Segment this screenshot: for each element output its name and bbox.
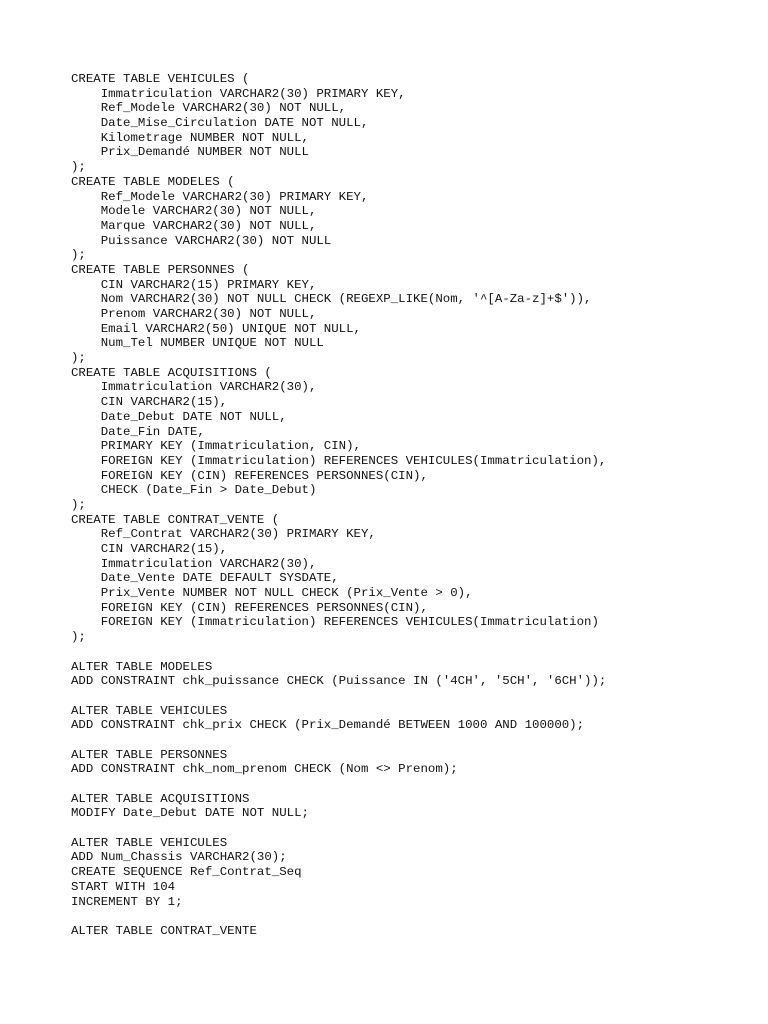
- code-line: Kilometrage NUMBER NOT NULL,: [71, 130, 309, 145]
- code-line: INCREMENT BY 1;: [71, 894, 183, 909]
- code-line: Ref_Modele VARCHAR2(30) NOT NULL,: [71, 101, 347, 116]
- code-line: );: [71, 351, 86, 366]
- code-line: [71, 777, 606, 792]
- code-line: Immatriculation VARCHAR2(30) PRIMARY KEY,: [71, 86, 406, 101]
- code-line: CHECK (Date_Fin > Date_Debut): [71, 483, 317, 498]
- code-line: Immatriculation VARCHAR2(30),: [71, 556, 317, 571]
- code-line: Ref_Contrat VARCHAR2(30) PRIMARY KEY,: [71, 527, 376, 542]
- code-line: CREATE TABLE MODELES (: [71, 174, 235, 189]
- code-line: FOREIGN KEY (CIN) REFERENCES PERSONNES(CIN),: [71, 468, 428, 483]
- code-line: ADD CONSTRAINT chk_nom_prenom CHECK (Nom <> Prenom);: [71, 762, 458, 777]
- code-line: );: [71, 630, 86, 645]
- code-line: ADD CONSTRAINT chk_prix CHECK (Prix_Demandé BETWEEN 1000 AND 100000);: [71, 718, 585, 733]
- code-line: CREATE TABLE CONTRAT_VENTE (: [71, 512, 280, 527]
- code-line: FOREIGN KEY (Immatriculation) REFERENCES VEHICULES(Immatriculation): [71, 615, 599, 630]
- code-line: START WITH 104: [71, 879, 176, 894]
- code-line: ADD Num_Chassis VARCHAR2(30);: [71, 850, 287, 865]
- code-line: Immatriculation VARCHAR2(30),: [71, 380, 317, 395]
- code-line: ADD CONSTRAINT chk_puissance CHECK (Puissance IN ('4CH', '5CH', '6CH'));: [71, 674, 607, 689]
- code-line: Date_Debut DATE NOT NULL,: [71, 409, 287, 424]
- sql-code-block: [71, 72, 606, 939]
- code-line: Modele VARCHAR2(30) NOT NULL,: [71, 204, 317, 219]
- code-line: ALTER TABLE VEHICULES: [71, 835, 228, 850]
- code-line: Date_Fin DATE,: [71, 424, 205, 439]
- code-line: [71, 689, 606, 704]
- code-line: ALTER TABLE ACQUISITIONS: [71, 791, 250, 806]
- code-line: Date_Mise_Circulation DATE NOT NULL,: [71, 116, 369, 131]
- code-line: Prix_Vente NUMBER NOT NULL CHECK (Prix_Vente > 0),: [71, 586, 473, 601]
- code-line: Marque VARCHAR2(30) NOT NULL,: [71, 218, 317, 233]
- code-line: Nom VARCHAR2(30) NOT NULL CHECK (REGEXP_LIKE(Nom, '^[A-Za-z]+$')),: [71, 292, 592, 307]
- code-line: Ref_Modele VARCHAR2(30) PRIMARY KEY,: [71, 189, 369, 204]
- code-line: CIN VARCHAR2(15) PRIMARY KEY,: [71, 277, 317, 292]
- code-line: CREATE TABLE PERSONNES (: [71, 262, 250, 277]
- code-line: CIN VARCHAR2(15),: [71, 542, 228, 556]
- code-line: Prix_Demandé NUMBER NOT NULL: [71, 145, 309, 160]
- code-line: );: [71, 497, 86, 512]
- code-line: ALTER TABLE PERSONNES: [71, 747, 228, 762]
- code-line: [71, 909, 606, 924]
- code-line: Num_Tel NUMBER UNIQUE NOT NULL: [71, 336, 324, 351]
- code-line: [71, 733, 606, 748]
- code-line: FOREIGN KEY (Immatriculation) REFERENCES VEHICULES(Immatriculation),: [71, 453, 607, 468]
- code-line: [71, 645, 606, 660]
- code-line: Email VARCHAR2(50) UNIQUE NOT NULL,: [71, 321, 361, 336]
- code-line: Prenom VARCHAR2(30) NOT NULL,: [71, 307, 317, 321]
- code-line: ALTER TABLE VEHICULES: [71, 703, 228, 718]
- code-line: ALTER TABLE CONTRAT_VENTE: [71, 923, 257, 938]
- code-line: CREATE TABLE VEHICULES (: [71, 72, 250, 86]
- code-line: FOREIGN KEY (CIN) REFERENCES PERSONNES(CIN),: [71, 600, 428, 615]
- code-line: CREATE TABLE ACQUISITIONS (: [71, 365, 272, 380]
- code-line: CIN VARCHAR2(15),: [71, 395, 228, 410]
- code-line: CREATE SEQUENCE Ref_Contrat_Seq: [71, 865, 302, 880]
- code-line: PRIMARY KEY (Immatriculation, CIN),: [71, 439, 361, 454]
- code-line: MODIFY Date_Debut DATE NOT NULL;: [71, 806, 309, 821]
- code-line: [71, 821, 606, 836]
- code-line: Puissance VARCHAR2(30) NOT NULL: [71, 233, 332, 248]
- code-line: ALTER TABLE MODELES: [71, 659, 213, 674]
- code-line: );: [71, 248, 86, 263]
- code-line: Date_Vente DATE DEFAULT SYSDATE,: [71, 571, 339, 586]
- code-line: );: [71, 160, 86, 175]
